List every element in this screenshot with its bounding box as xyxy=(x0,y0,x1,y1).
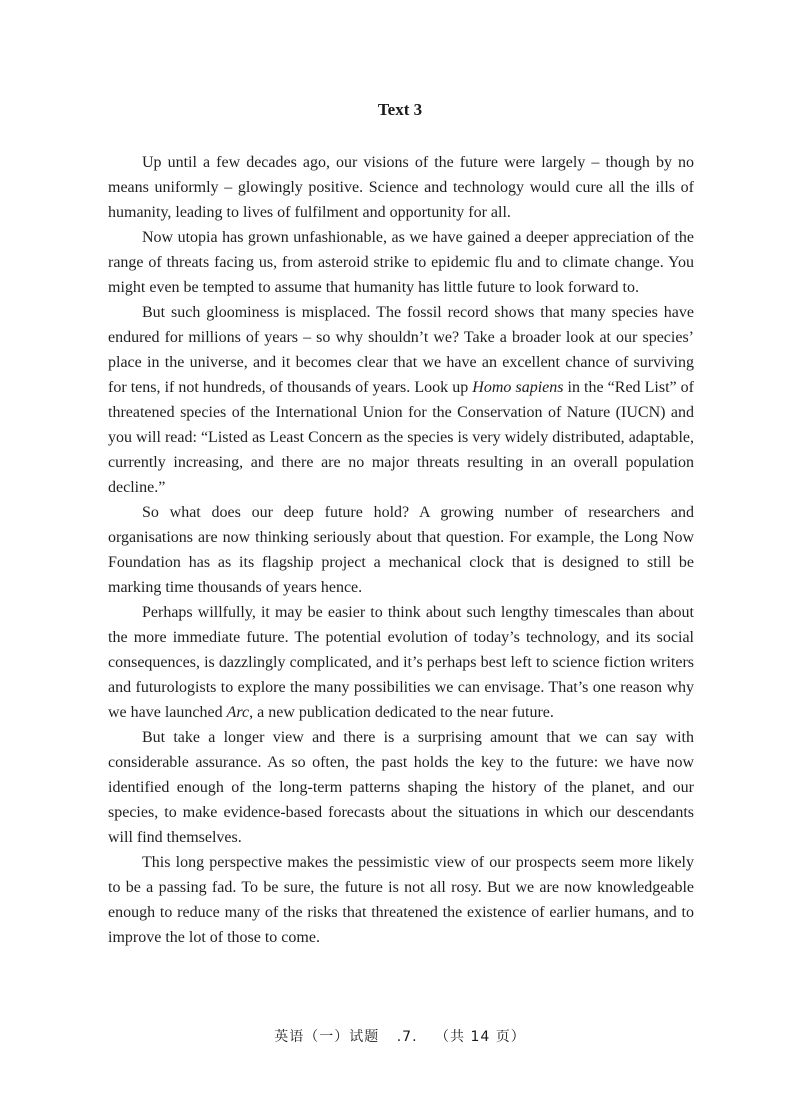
page-footer xyxy=(0,1026,800,1046)
footer-total-pages: （共 14 页） xyxy=(435,1029,526,1045)
paragraph-3 xyxy=(108,300,694,500)
paragraph-6-text: But take a longer view and there is a surprising amount that we can say with considerable assurance. As so often, the past holds the key to the future: we have now identified enough of the long-term patterns shaping the history of the planet, and our species, to make evidence-based forecasts about the situations in which our descendants will find themselves. xyxy=(108,729,694,846)
paragraph-6 xyxy=(108,725,694,850)
paragraph-1-text: Up until a few decades ago, our visions of the future were largely – though by no means uniformly – glowingly positive. Science and technology would cure all the ills of humanity, leading to lives of fulfilment and opportunity for all. xyxy=(108,154,694,221)
publication-name-italic: Arc xyxy=(226,704,250,721)
paragraph-1 xyxy=(108,150,694,225)
paragraph-2 xyxy=(108,225,694,300)
paragraph-3-text-a: But such gloominess is misplaced. The fossil record shows that many species have endured for millions of years – so why shouldn’t we? Take a broader look at our species’ place in the universe, and it becomes clear that we have an excellent chance of surviving for tens, if not hundreds, of thousands of years. Look up xyxy=(108,304,694,396)
paragraph-3-text-b: in the “Red List” of threatened species of the International Union for the Conservation of Nature (IUCN) and you will read: “Listed as Least Concern as the species is very widely distributed, adaptable, currently increasing, and there are no major threats resulting in an overall population decline.” xyxy=(108,379,695,496)
paragraph-2-text: Now utopia has grown unfashionable, as we have gained a deeper appreciation of the range of threats facing us, from asteroid strike to epidemic flu and to climate change. You might even be tempted to assume that humanity has little future to look forward to. xyxy=(108,229,694,296)
paragraph-5-text-a: Perhaps willfully, it may be easier to think about such lengthy timescales than about the more immediate future. The potential evolution of today’s technology, and its social consequences, is dazzlingly complicated, and it’s perhaps best left to science fiction writers and futurologists to explore the many possibilities we can envisage. That’s one reason why we have launched xyxy=(108,604,694,721)
footer-page-number: .7. xyxy=(396,1029,418,1045)
paragraph-5 xyxy=(108,600,694,725)
species-name-italic: Homo sapiens xyxy=(472,379,564,396)
paragraph-7 xyxy=(108,850,694,950)
passage-body xyxy=(108,150,694,950)
section-title: Text 3 xyxy=(377,100,423,119)
footer-subject: 英语（一）试题 xyxy=(274,1029,380,1045)
paragraph-7-text: This long perspective makes the pessimistic view of our prospects seem more likely to be a passing fad. To be sure, the future is not all rosy. But we are now knowledgeable enough to reduce many of the risks that threatened the existence of earlier humans, and to improve the lot of those to come. xyxy=(108,854,694,946)
paragraph-4 xyxy=(108,500,694,600)
paragraph-4-text: So what does our deep future hold? A growing number of researchers and organisations are now thinking seriously about that question. For example, the Long Now Foundation has as its flagship project a mechanical clock that is designed to still be marking time thousands of years hence. xyxy=(108,504,694,596)
paragraph-5-text-b: , a new publication dedicated to the near future. xyxy=(249,704,554,721)
